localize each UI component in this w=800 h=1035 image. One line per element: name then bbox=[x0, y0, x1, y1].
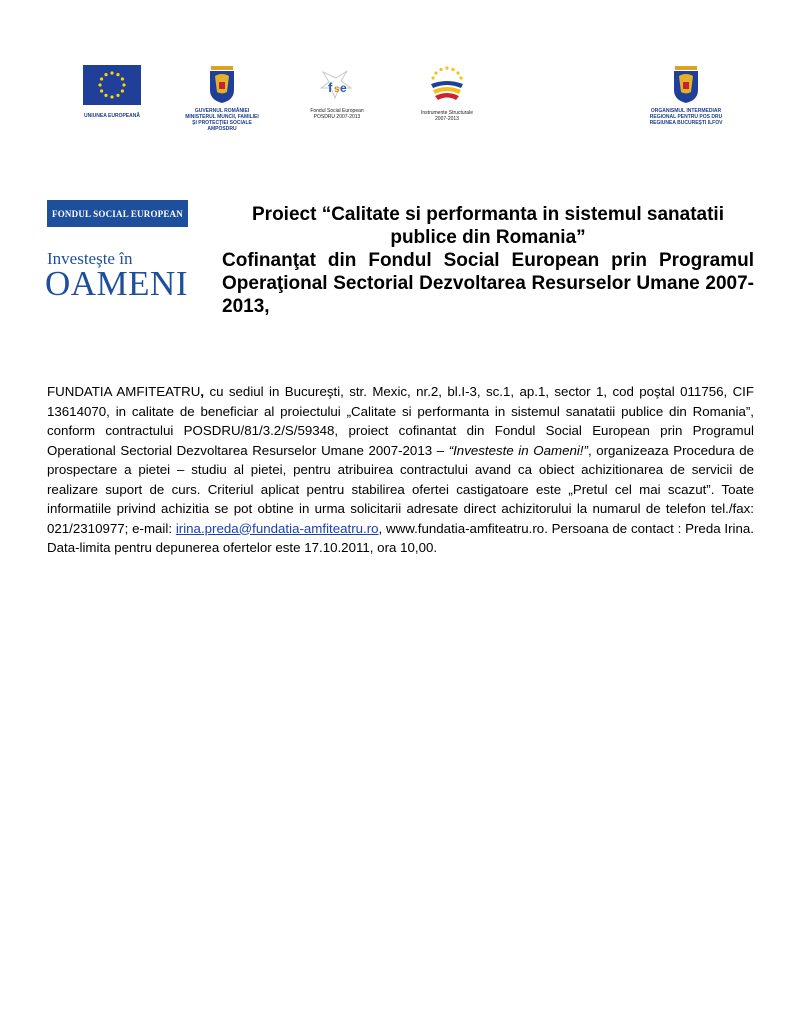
svg-text:e: e bbox=[340, 81, 347, 95]
organization-name: FUNDATIA AMFITEATRU bbox=[47, 384, 201, 399]
cofinantat-heading: Cofinanţat din Fondul Social European prin Programul Operaţional Sectorial Dezvoltarea Resurselor Umane 2007- 2013, bbox=[222, 250, 754, 317]
paragraph-part-4: , www.fundatia-amfiteatru.ro. Persoana de contact : Preda Irina. Data-limita pentru depunerea ofertelor este 17.10.2011, ora 10,00. bbox=[47, 520, 754, 555]
government-caption-1: GUVERNUL ROMÂNIEI bbox=[194, 108, 250, 114]
email-link[interactable]: irina.preda@fundatia-amfiteatru.ro bbox=[175, 520, 379, 536]
paragraph-part-2: , conform contractului POSDRU/81/3.2/S/59348, proiect cofinantat din Fondul Social European prin Programul Operational Sectorial Dezvoltarea Resurselor Umane 2007-2013 – bbox=[47, 403, 754, 458]
slogan: “Investeste in Oameni!” bbox=[448, 442, 588, 458]
project-title: Proiect “Calitate si performanta in sistemul sanatatii publice din Romania” bbox=[252, 204, 724, 248]
svg-text:s: s bbox=[334, 84, 340, 95]
fse-banner: FONDUL SOCIAL EUROPEAN bbox=[47, 200, 188, 227]
oi-caption-2: REGIONAL PENTRU POS DRU bbox=[649, 114, 723, 120]
organism-intermediar-logo bbox=[642, 58, 730, 126]
logo-strip bbox=[0, 58, 800, 148]
instrumente-structurale-icon bbox=[425, 64, 469, 106]
romania-crest-icon bbox=[671, 64, 701, 104]
eu-caption: UNIUNEA EUROPEANĂ bbox=[84, 113, 140, 119]
announcement-paragraph bbox=[47, 382, 754, 558]
fse-logo bbox=[305, 58, 369, 120]
government-logo bbox=[182, 58, 262, 132]
instrumente-structurale-logo bbox=[412, 58, 482, 122]
instrumente-caption-1: Instrumente Structurale bbox=[421, 110, 473, 116]
comma: , bbox=[200, 384, 205, 399]
project-name-quote: „Calitate si performanta in sistemul sanatatii publice din Romania” bbox=[346, 403, 751, 419]
fse-mark-icon bbox=[317, 68, 357, 102]
title-block bbox=[222, 203, 754, 318]
government-caption-2: MINISTERUL MUNCII, FAMILIEI bbox=[185, 114, 259, 120]
oameni-label: OAMENI bbox=[45, 264, 188, 303]
paragraph-part-1: cu sediul in Bucureşti, str. Mexic, nr.2, bl.I-3, sc.1, ap.1, sector 1, cod poştal 011756, CIF 13614070, in calitate de beneficiar al proiectului bbox=[47, 384, 755, 419]
paragraph-part-3: , organizeaza Procedura de prospectare a pietei – studiu al pietei, pentru atribuirea contractului avand ca obiect achizitionarea de servicii de realizare suport de curs. Criteriul aplicat pentru stabilirea ofertei castigatoare este „Pretul cel mai scazut”. Toate informatiile privind achizitia se pot obtine in urma solicitarii adresate direct achizitorului la numarul de telefon tel./fax: 021/2310977; e-mail: bbox=[47, 442, 754, 536]
eu-logo bbox=[80, 58, 144, 119]
fse-caption-2: POSDRU 2007-2013 bbox=[313, 114, 361, 120]
romania-crest-icon bbox=[207, 64, 237, 104]
svg-text:f: f bbox=[328, 80, 333, 95]
government-caption-4: AMPOSDRU bbox=[207, 126, 237, 132]
oi-caption-3: REGIUNEA BUCUREŞTI ILFOV bbox=[649, 120, 723, 126]
investeste-label: Investeşte în bbox=[47, 249, 133, 268]
fse-caption-1: Fondul Social European bbox=[310, 108, 364, 114]
instrumente-caption-2: 2007-2013 bbox=[435, 116, 459, 122]
government-caption-3: ŞI PROTECŢIEI SOCIALE bbox=[192, 120, 252, 126]
eu-flag-icon bbox=[83, 65, 141, 105]
oi-caption-1: ORGANISMUL INTERMEDIAR bbox=[650, 108, 722, 114]
